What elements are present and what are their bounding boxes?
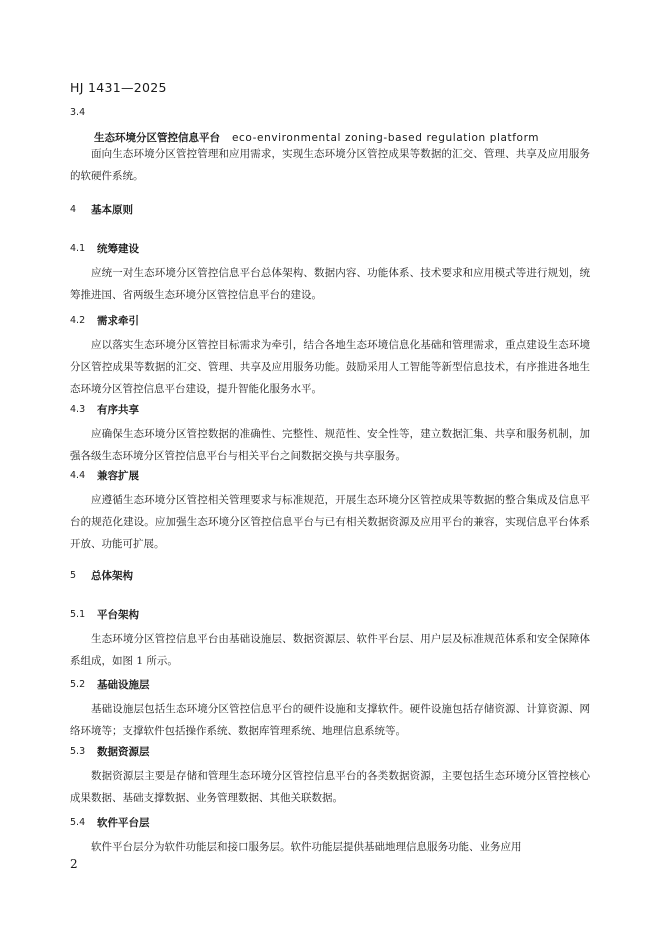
standard-code-header: HJ 1431—2025 xyxy=(70,80,167,95)
clause-5-1-text: 生态环境分区管控信息平台由基础设施层、数据资源层、软件平台层、用户层及标准规范体系和安全保障体系组成，如图 1 所示。 xyxy=(70,633,590,667)
term-number: 3.4 xyxy=(70,107,86,118)
clause-5-3-number: 5.3 xyxy=(70,746,86,757)
clause-5-4-number: 5.4 xyxy=(70,817,86,828)
clause-4-3-title: 有序共享 xyxy=(97,404,139,416)
clause-5-1-title: 平台架构 xyxy=(97,609,139,621)
clause-4-1-title: 统筹建设 xyxy=(97,243,139,255)
section-5-title: 总体架构 xyxy=(91,570,133,582)
section-5-number: 5 xyxy=(70,570,77,581)
clause-5-3-title: 数据资源层 xyxy=(97,746,150,758)
section-4-title: 基本原则 xyxy=(91,204,133,216)
page-number: 2 xyxy=(70,857,78,871)
clause-5-1-number: 5.1 xyxy=(70,609,86,620)
clause-4-3-text: 应确保生态环境分区管控数据的准确性、完整性、规范性、安全性等，建立数据汇集、共享和服务机制，加强各级生态环境分区管控信息平台与相关平台之间数据交换与共享服务。 xyxy=(70,428,590,462)
clause-4-3-number: 4.3 xyxy=(70,404,86,415)
clause-5-3-text: 数据资源层主要是存储和管理生态环境分区管控信息平台的各类数据资源，主要包括生态环境分区管控核心成果数据、基础支撑数据、业务管理数据、其他关联数据。 xyxy=(70,770,590,804)
clause-5-2-number: 5.2 xyxy=(70,679,86,690)
clause-4-4-title: 兼容扩展 xyxy=(97,470,139,482)
clause-5-4-text: 软件平台层分为软件功能层和接口服务层。软件功能层提供基础地理信息服务功能、业务应用 xyxy=(91,841,522,853)
clause-4-2-text: 应以落实生态环境分区管控目标需求为牵引，结合各地生态环境信息化基础和管理需求，重点建设生态环境分区管控成果等数据的汇交、管理、共享及应用服务功能。鼓励采用人工智能等新型信息技术，有序推进各地生态环境分区管控信息平台建设，提升智能化服务水平。 xyxy=(70,339,590,395)
term-en: eco-environmental zoning-based regulation platform xyxy=(232,132,540,144)
clause-5-4-title: 软件平台层 xyxy=(97,817,150,829)
clause-4-4-text: 应遵循生态环境分区管控相关管理要求与标准规范，开展生态环境分区管控成果等数据的整合集成及信息平台的规范化建设。应加强生态环境分区管控信息平台与已有相关数据资源及应用平台的兼容，实现信息平台体系开放、功能可扩展。 xyxy=(70,494,590,550)
clause-4-1-text: 应统一对生态环境分区管控信息平台总体架构、数据内容、功能体系、技术要求和应用模式等进行规划，统筹推进国、省两级生态环境分区管控信息平台的建设。 xyxy=(70,267,590,301)
clause-4-1-number: 4.1 xyxy=(70,243,86,254)
clause-5-2-text: 基础设施层包括生态环境分区管控信息平台的硬件设施和支撑软件。硬件设施包括存储资源、计算资源、网络环境等；支撑软件包括操作系统、数据库管理系统、地理信息系统等。 xyxy=(70,703,590,737)
clause-4-4-number: 4.4 xyxy=(70,470,86,481)
term-zh: 生态环境分区管控信息平台 xyxy=(94,132,220,144)
section-4-number: 4 xyxy=(70,204,77,215)
clause-5-2-title: 基础设施层 xyxy=(97,679,150,691)
clause-4-2-number: 4.2 xyxy=(70,315,86,326)
term-definition: 面向生态环境分区管控管理和应用需求，实现生态环境分区管控成果等数据的汇交、管理、共享及应用服务的软硬件系统。 xyxy=(70,148,590,182)
clause-4-2-title: 需求牵引 xyxy=(97,315,139,327)
